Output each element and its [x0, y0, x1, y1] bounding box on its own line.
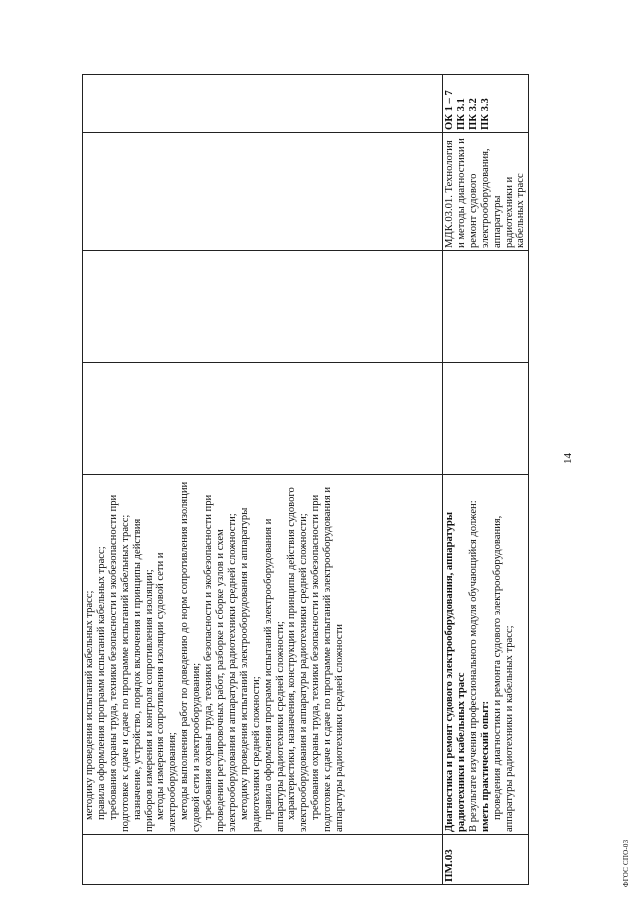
mdk-text: МДК.03.01. Технология и методы диагностики и ремонт судового электрооборудования, аппаратуры радиотехники и кабельных трасс: [443, 133, 529, 251]
competency-code: ПК 3.1: [455, 98, 467, 130]
mdk-cell: [83, 133, 443, 251]
list-item: назначение, устройство, порядок включения и принципы действия приборов измерения и контроля сопротивления изоляции;: [131, 518, 155, 832]
table-row-continuation: [83, 75, 443, 885]
hours-cell: [443, 363, 529, 475]
list-item: методы измерения сопротивления изоляции судовой сети и электрооборудования;: [155, 552, 179, 832]
footer-label: ФГОС СПО-03: [622, 839, 630, 887]
module-intro: В результате изучения профессионального модуля обучающийся должен:: [467, 500, 479, 832]
content-cell: [83, 475, 443, 835]
list-item: требования охраны труда, техники безопасности и экобезопасности при подготовке к сдаче и сдаче по программе испытаний электрооборудования и аппаратуры радиотехники средней сложности: [310, 486, 346, 832]
hours-cell: [83, 251, 443, 363]
competency-table: [82, 74, 529, 885]
list-item: проведения диагностики и ремонта судового электрооборудования, аппаратуры радиотехники и кабельных трасс;: [491, 515, 515, 832]
list-item: требования охраны труда, техники безопасности и экобезопасности при проведении регулировочных работ, разборке и сборке узлов и схем электрооборудования и аппаратуры радиотехники средней сложности;: [203, 494, 238, 832]
list-item: методику проведения испытаний кабельных трасс;: [84, 590, 95, 820]
list-item: методику проведения испытаний электрооборудования и аппаратуры радиотехники средней сложности;: [238, 507, 262, 832]
list-item: методы выполнения работ по доведению до норм сопротивления изоляции судовой сети и электрооборудования;: [179, 481, 203, 832]
page-number: 14: [562, 453, 574, 464]
competency-list: [443, 75, 529, 133]
list-item: требования охраны труда, техники безопасности и экобезопасности при подготовке к сдаче и сдаче по программе испытаний кабельных трасс;: [107, 494, 131, 832]
list-item: правила оформления программ испытаний кабельных трасс;: [95, 546, 107, 820]
competency-code: ПК 3.2: [467, 98, 479, 130]
list-item: характеристики, назначения, конструкции и принципы действия судового электрооборудования и аппаратуры радиотехники средней сложности;: [286, 487, 310, 832]
competency-code: ОК 1 – 7: [444, 90, 455, 130]
hours-cell: [83, 363, 443, 475]
table-row-pm03: [443, 75, 529, 885]
code-cell: [83, 835, 443, 885]
module-title: Диагностика и ремонт судового электрооборудования, аппаратуры радиотехники и кабельных трасс: [444, 511, 467, 832]
experience-label: иметь практический опыт:: [479, 700, 491, 832]
hours-cell: [443, 251, 529, 363]
competency-code: ПК 3.3: [479, 98, 491, 130]
competency-cell: [83, 75, 443, 133]
list-item: правила оформления программ испытаний электрооборудования и аппаратуры радиотехники средней сложности;: [262, 518, 286, 832]
module-code: ПМ.03: [443, 835, 529, 885]
module-content-cell: [443, 475, 529, 835]
